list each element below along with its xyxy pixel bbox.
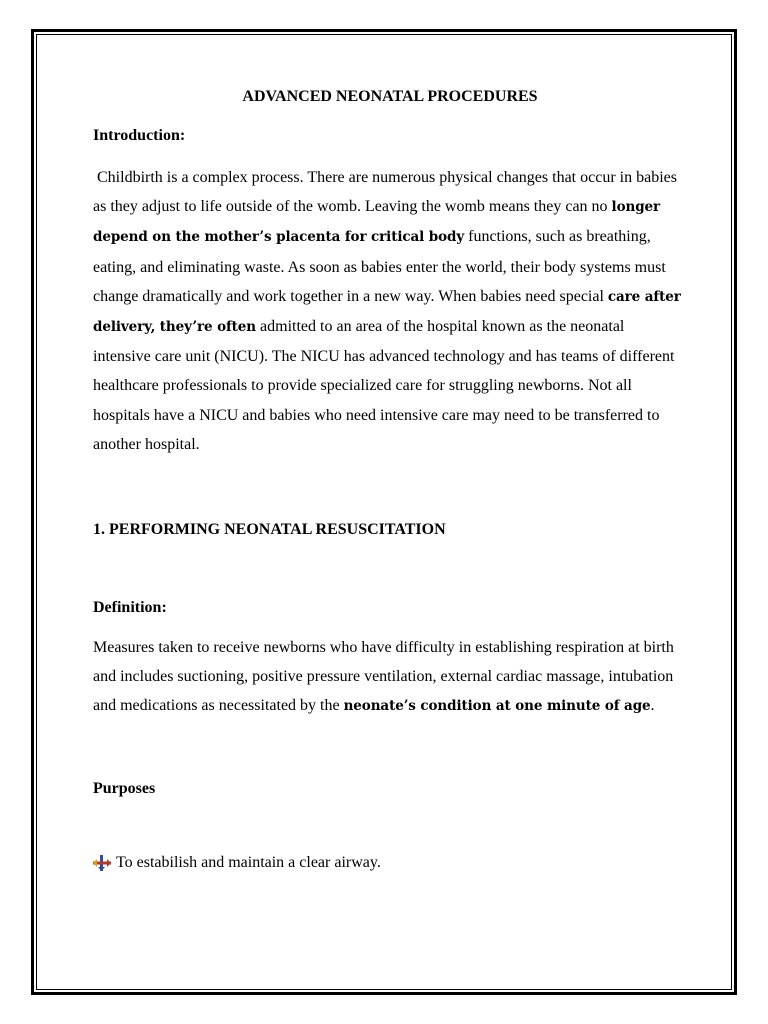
intro-emphasis-2: care after delivery, they’re often (93, 288, 681, 336)
intro-emphasis-1: longer depend on the mother’s placenta for critical body (93, 199, 661, 246)
introduction-heading: Introduction: (93, 127, 186, 144)
purposes-heading: Purposes (93, 779, 156, 797)
definition-paragraph (93, 633, 683, 722)
purpose-list-item (93, 852, 683, 874)
introduction-paragraph (93, 163, 683, 459)
document-body (93, 86, 683, 874)
intro-text-1: Childbirth is a complex process. There are numerous physical changes that occur in babies as they adjust to life outside of the womb. Leaving the womb means they can no (93, 169, 677, 216)
definition-emphasis: neonate’s condition at one minute of age (343, 698, 651, 715)
intro-text-3: admitted to an area of the hospital known as the neonatal intensive care unit (NICU). The NICU has advanced technology and has teams of different healthcare professionals to provide specialized care for struggling newborns. Not all hospitals have a NICU and babies who need intensive care may need to be transferred to another hospital. (93, 318, 675, 453)
definition-heading: Definition: (93, 599, 167, 617)
purpose-item-text: To estabilish and maintain a clear airway. (116, 853, 381, 871)
intro-text-2: functions, such as breathing, eating, and eliminating waste. As soon as babies enter the world, their body systems must change dramatically and work together in a new way. When babies need special (93, 228, 666, 305)
document-title: ADVANCED NEONATAL PROCEDURES (242, 88, 538, 105)
section-heading-resuscitation: 1. PERFORMING NEONATAL RESUSCITATION (93, 521, 446, 539)
definition-text-1: Measures taken to receive newborns who have difficulty in establishing respiration at birth and includes suctioning, positive pressure ventilation, external cardiac massage, intubation and medications as necessitated by the (93, 639, 674, 715)
definition-text-2: . (650, 697, 655, 715)
four-way-arrow-bullet-icon (93, 855, 111, 871)
